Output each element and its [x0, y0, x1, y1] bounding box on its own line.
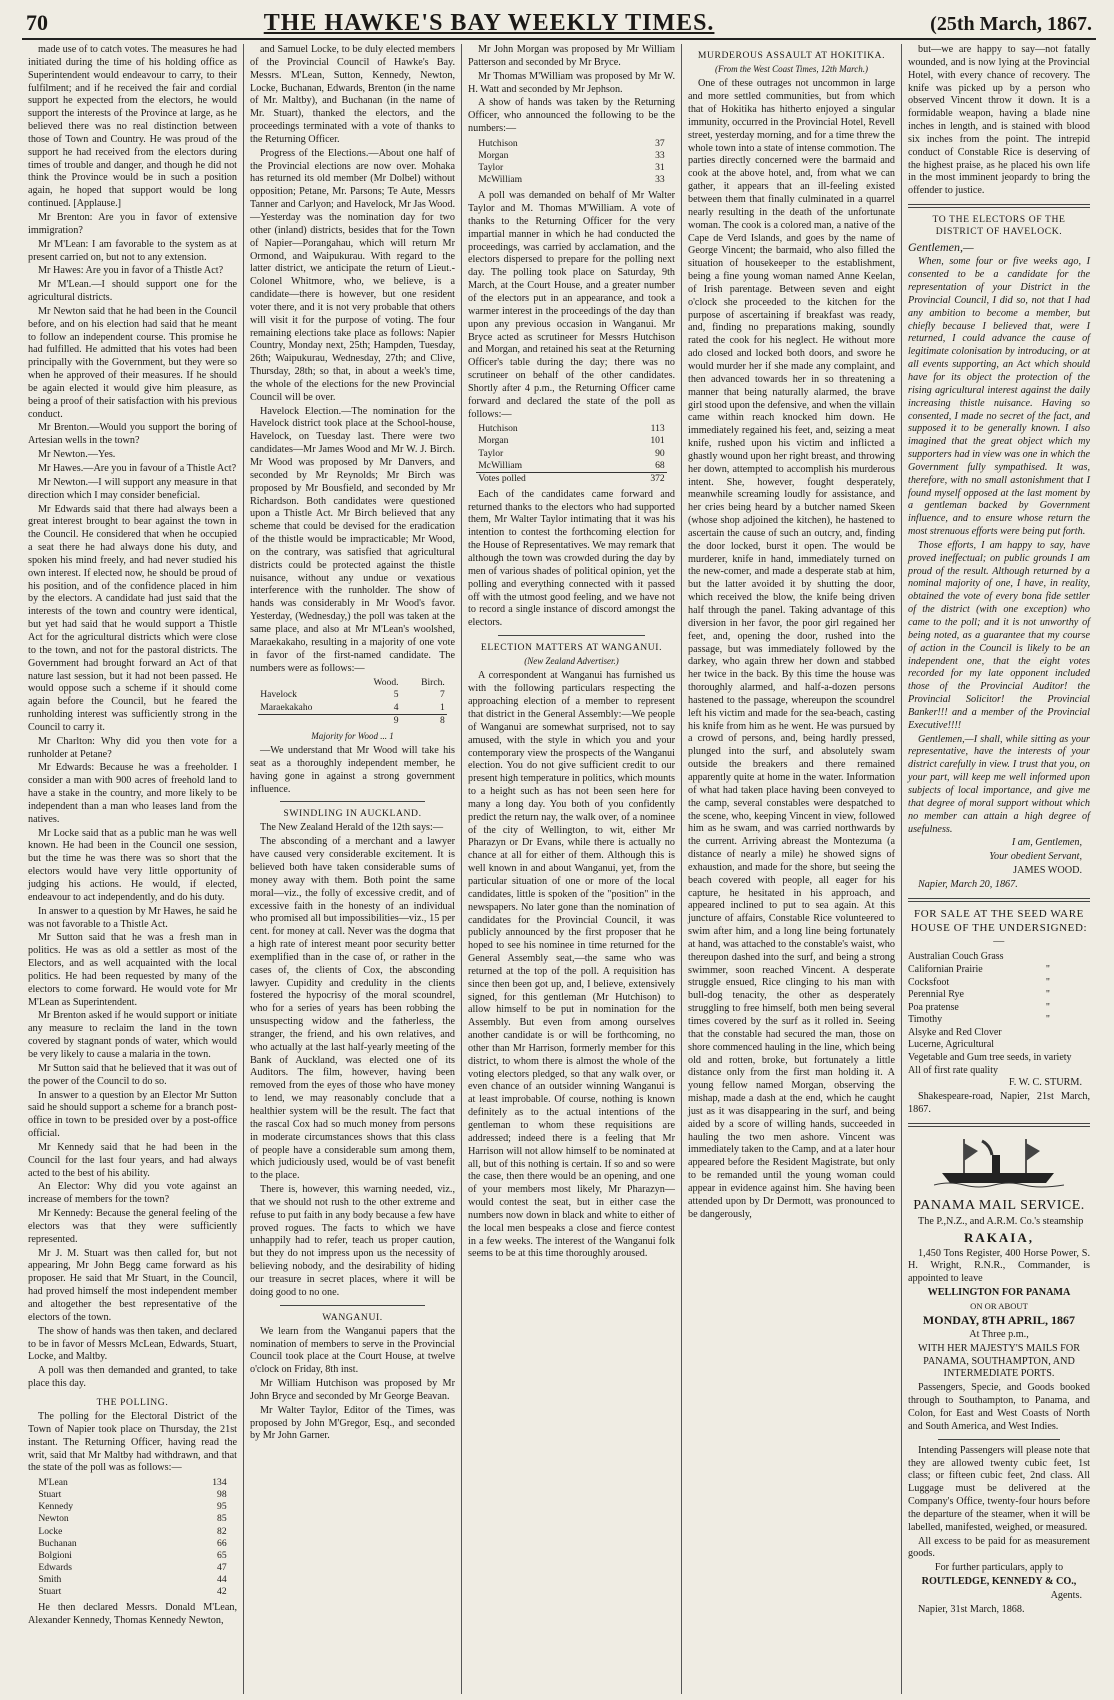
agents-name: ROUTLEDGE, KENNEDY & CO.,: [921, 1576, 1077, 1588]
seed-item: Alsyke and Red Clover: [908, 1026, 1002, 1038]
newspaper-title: THE HAWKE'S BAY WEEKLY TIMES.: [263, 10, 715, 36]
wood-column-header: Wood.: [373, 677, 399, 689]
columns: [22, 44, 1096, 1694]
table-row: Stuart 42: [38, 1585, 227, 1597]
table-row: Hutchison 113: [478, 423, 665, 435]
table-row: Maraekakaho 4 1: [260, 701, 445, 713]
ad-date: Napier, 31st March, 1868.: [918, 1603, 1025, 1615]
paragraph: Mr M'Lean: I am favorable to the system as at present carried on, but not to any extension.: [28, 238, 237, 263]
seed-item: Californian Prairie ": [908, 963, 1050, 975]
paragraph: Mr Kennedy: Because the general feeling of the electors was that they were sufficiently represented.: [28, 1208, 237, 1245]
birch-column-header: Birch.: [421, 677, 445, 689]
divider: [280, 1305, 425, 1306]
divider: [938, 1439, 1060, 1440]
paragraph: Mr Locke said that as a public man he was well known. He had been in the Council one session, but the time he was there was so short that the electors would have very little opportunity of judging his actions. He would, if elected, endeavour to act independently, and do his duty.: [28, 827, 237, 903]
paragraph: Mr Brenton asked if he would support or initiate any measure to reclaim the land in the town covered by stagnant ponds of water, which would be very likely to cause a malaria in the town.: [28, 1010, 237, 1060]
paragraph: One of these outrages not uncommon in large and more settled communities, but from which that of Hokitika has hitherto enjoyed a singular immunity, occurred in the Provincial Hotel, Revell street, yesterday morning, and for a time threw the whole town into a state of intense commotion. The parties directly concerned were the barmaid and cook at the above hotel, and, from what we can gather, it appears that an ill-feeling existed between them that finally culminated in a quarrel nearly resulting in the death of the unfortunate woman. The cook is a colored man, a native of the Cape de Verd Islands, and goes by the name of George Vincent; the barmaid, who also filled the situation of housekeeper to the establishment, being a fine young woman named Anne Keelan, of Irish parentage. Between seven and eight o'clock she proceeded to the kitchen for the purpose of ascertaining if breakfast was ready, and, finding no preparations making, soundly rated the cook for his neglect. He without more ado closed and locked both doors, and swore he would murder her if she made any complaint, and then advanced towards her in so threatening a manner that being naturally alarmed, the brave girl stood upon the defensive, and when the villain came within reach knocked him down. He immediately regained his feet, and, seizing a meat knife, rushed upon his victim and inflicted a ghastly wound upon her right breast, and throwing her down, attempted to accomplish his murderous intent. She, however, fought desperately, meanwhile screaming loudly for assistance, and her cries being heard by a butcher named Skeen (whose shop adjoined the kitchen), he hastened to ascertain the cause of such an outcry, and, finding the door locked, burst it open. The would be murderer, knife in hand, immediately turned on the new-comer, and made a desperate stab at him, but the latter avoided it by shutting the door, which received the blow, the knife being driven half through the panel. Taking advantage of this diversion in her favor, the poor girl regained her feet, and, opening the door, rushed into the passage, but was immediately followed by the darkey, who again threw her down and stabbed her twice in the back. By this time the house was thoroughly alarmed, and half-a-dozen persons hastened to the passage, whereupon the scoundrel left his victim and made for the sea-beach, casting his knife from him as he went. He was pursued by a crowd of persons, and, being hardly pressed, plunged into the surf, and absolutely swam outside the breakers and there remained apparently quite at home in the water. Information of what had taken place having been conveyed to the camp, several constables were despatched to the scene, who, keeping Vincent in view, followed him as he swam, and was carried northwards by the current. Arriving abreast the Montezuma (a distance of nearly a mile) he showed signs of exhaustion, and made for the shore, but seeing the beach covered with people, all eager for his capture, he hesitated in his approach, and appeared inclined to put to sea again. At this juncture of affairs, Constable Rice volunteered to swim after him, and a long line being fortunately at hand, was attached to the constable's waist, who thereupon dashed into the surf, and being a strong swimmer, soon reached Vincent. A desperate struggle ensued, Rice clinging to his man with bull-dog tenacity, the other as desperately struggling to free himself, both men being several times covered by the surf as it rolled in. Seeing that the constable had secured the man, those on shore commenced hauling in the line, which being old and rotten, broke, but fortunately a little distance only from the first man holding it. A young fellow named Morgan, observing the mishap, made a dash at the end, which he caught just as it was disappearing in the surf, and being aided by a score of willing hands, succeeded in hauling the two men ashore. Vincent was immediately taken to the Camp, and at a later hour appeared before the Resident Magistrate, but only to be remanded until the young woman could appear in evidence against him. She having been attended upon by Dr Dermott, was pronounced to be dangerously,: [688, 78, 895, 1220]
paragraph: A show of hands was taken by the Returning Officer, who announced the following to be the numbers:—: [468, 97, 675, 135]
election-matters-article: [468, 670, 675, 1261]
letter-closing: I am, Gentlemen,: [1011, 837, 1082, 849]
paragraph: Mr Edwards said that there had always been a great interest brought to bear against the town in the Council. He considered that when he occupied a seat there he had always done his duty, and spoken his mind freely, and had never studied his own interest. If elected now, he should be proud of his position, and of the confidence placed in him by the electors. A candidate had just said that the interests of the town and country were identical, but yet had said that he would support a Thistle Act for the agricultural districts which were close to the town, and not for the pastoral districts. The Government had brought forward an Act of that nature last session, but it had not been passed. He would oppose such a scheme if it should come again before the Council, but he feared the runholding interest was sufficiently strong in the Council to carry it.: [28, 503, 237, 733]
agents-label: Agents.: [1050, 1589, 1082, 1601]
table-row: Morgan 101: [478, 435, 665, 447]
table-row: Stuart 98: [38, 1489, 227, 1501]
sail-time: At Three p.m.,: [969, 1328, 1029, 1340]
majority-line: Majority for Wood ... 1: [311, 730, 394, 741]
ship-name: RAKAIA,: [964, 1230, 1034, 1246]
letter-signer: JAMES WOOD.: [1013, 865, 1082, 877]
paragraph: In answer to a question by Mr Hawes, he said he was not favorable to a Thistle Act.: [28, 905, 237, 930]
swindling-article: [250, 822, 455, 1299]
progress-elections-paragraph: Progress of the Elections.—About one half of the Provincial elections are now over. Mohaka has returned its old member (Mr Dolbel) without opposition; Petane, Mr. Parsons; Te Aute, Messrs Tanner and Carlyon; and Havelock, Mr Jas Wood.—Yesterday was the nomination day for two other (inland) districts, besides that for the Town of Napier—Porangahau, which will return Mr Ormond, and Waipukurau. With regard to the latter district, we anticipate the return of Lieut.-Colonel Whitmore, who, we believe, is a candidate—there is however, but one resident voter there, and it is not very probable that others will visit it for the purpose of voting. The four remaining elections take place as follows: Napier Country, Monday next, 25th; Hampden, Tuesday, 26th; Waipukurau, Wednesday, 27th; and Clive, Thursday, 28th; so that, in about a week's time, the whole of the elections for the new Provincial Council will be over.: [250, 147, 455, 403]
paragraph: Those efforts, I am happy to say, have proved ineffectual; on public grounds I am proud of the result. Although returned by a nominal majority of one, I have, in reality, obtained the vote of every bona fide settler of the district (with one exception) who came to the poll; and it is not unworthy of being noted, as a guarantee that my course of action in the Council is likely to be an independent one, that the eight votes recorded for my late opponent included those of the Provincial Auditor! the Provincial Solicitor! the Provincial Banker!!! and a member of the Provincial Executive!!!!: [908, 539, 1090, 731]
paragraph: There is, however, this warning needed, viz., that we should not rush to the other extreme and refuse to put faith in any body because a few have proved rogues. The facts to which we have unhappily had to refer, teach us proper caution, but they do not impress upon us the necessity of believing nobody, and the desirability of hiding our treasure in secret places, where it will be doing good to no one.: [250, 1184, 455, 1298]
paragraph: Mr Brenton.—Would you support the boring of Artesian wells in the town?: [28, 422, 237, 447]
apply-line: For further particulars, apply to: [934, 1562, 1064, 1574]
paragraph: The show of hands was then taken, and declared to be in favor of Messrs McLean, Edwards, Stuart, Locke, and Maltby.: [28, 1325, 237, 1363]
seed-item: Poa pratense ": [908, 1001, 1050, 1013]
table-row: Taylor 90: [478, 447, 665, 459]
divider: [908, 1123, 1090, 1127]
table-row: Newton 85: [38, 1513, 227, 1525]
paragraph: Mr Hawes.—Are you in favour of a Thistle Act?: [38, 463, 237, 474]
seed-item: Lucerne, Agricultural: [908, 1039, 995, 1051]
divider: [908, 898, 1090, 902]
paragraph: In answer to a question by an Elector Mr Sutton said he should support a scheme for a branch post-office in town to be presided over by a post-office official.: [28, 1089, 237, 1140]
paragraph: Mr Charlton: Why did you then vote for a runholder at Petane?: [28, 735, 237, 760]
seed-item: Timothy ": [908, 1014, 1050, 1026]
letter-body: [908, 256, 1090, 836]
swindling-heading: SWINDLING IN AUCKLAND.: [283, 808, 422, 820]
paragraph: Mr Sutton said that he was a fresh man in politics. He was as old a settler as most of the Electors, and as well acquainted with the local politics. He had been requested by many of the electors to come forward. He would vote for Mr M'Lean as Superintendent.: [28, 932, 237, 1008]
nomination-report: [28, 44, 237, 1391]
candidates-thanks-paragraph: Each of the candidates came forward and returned thanks to the electors who had supported them, Mr Walter Taylor intimating that it was his intention to contest the forthcoming election for the House of Representatives. We may remark that although the town was crowded during the day by men of various shades of political opinion, yet the polling and everything connected with it passed off with the utmost good feeling, and we have not to record a single instance of discord amongst the electors.: [468, 488, 675, 629]
divider: [280, 801, 425, 802]
paragraph: Mr J. M. Stuart was then called for, but not appearing, Mr John Begg came forward as his proposer. He said that Mr Stuart, in the Council, had proved himself the most independent member and altogether the best representative of the electors of the town.: [28, 1247, 237, 1323]
seed-item: Perennial Rye ": [908, 989, 1050, 1001]
wanganui-poll-table: [476, 423, 666, 484]
steamship-icon: [934, 1133, 1064, 1191]
seed-item: Vegetable and Gum tree seeds, in variety: [908, 1052, 1072, 1064]
election-matters-heading: ELECTION MATTERS AT WANGANUI.: [480, 642, 663, 654]
column-4: [682, 44, 902, 1694]
paragraph: Mr John Morgan was proposed by Mr William Patterson and seconded by Mr Bryce.: [468, 44, 675, 68]
luggage-notice: Intending Passengers will please note that they are allowed twenty cubic feet, 1st class; or fifteen cubic feet, 2nd class. All Luggage must be delivered at the Company's Office, twenty-four hours before the departure of the steamer, when it will be labelled, manifested, weighed, or measured.: [908, 1444, 1090, 1533]
paragraph: A correspondent at Wanganui has furnished us with the following particulars respecting the approaching election of a member to represent that district in the General Assembly:—We people of Wanganui are somewhat surprised, not to say amused, with the style in which you and your contemporary view the prospects of the Wanganui election. You do not give sufficient credit to our present high temperature in politics, which mounts to a height such as has not been seen here for many a long day. You both of you confidently predict the return nay, the walk over, of a nominee of the city of Wellington, to wit, either Mr Pharazyn or Dr Evans, while there is actually no chance at all for either of them. Although this is well known in and about Wanganui, yet, from the particular situation of one or more of the local candidates, little is spoken of the "position" in the newspapers. No later gone than the nomination of candidates for the Provincial Council, it was publicly announced by the first proposer that he hoped to see his nominee in time returned for the General Assembly seat,—the same who was returned at the top of the poll. A requisition has since then been got up, and, I believe, extensively signed, for this gentleman (Mr Hutchison) to allow himself to be put in nomination for the Assembly. But even from among ourselves another candidate is or will be forthcoming, no other than Mr Harrison, formerly member for this district, to whom there is almost the whole of the voting electors pledged, so that any walk over, or even chance of an outsider winning Wanganui is at least improbable. Of course, nothing is known definitely as to the actual intentions of the gentleman to whom these requisitions are addressed; indeed there is a feeling that Mr Harrison will not allow himself to be nominated at all, but of this nothing is certain. If so and so were the case, then there would be an opening, and one of your members most likely, Mr Pharazyn—would contest the seat, but in either case the numbers now down in black and white to either of the local men bespeaks a close and fierce contest in a few weeks. The interest of the Wanganui folk seems to be at this time thoroughly aroused.: [468, 670, 675, 1260]
table-row: Buchanan 66: [38, 1537, 227, 1549]
table-row: M'Lean 134: [38, 1477, 227, 1489]
paragraph: Mr Hawes: Are you in favor of a Thistle Act?: [38, 265, 224, 277]
paragraph: We learn from the Wanganui papers that the nomination of members to serve in the Provincial Council took place at the Court House, at twelve o'clock on Friday, 8th inst.: [250, 1325, 455, 1376]
seed-item: Australian Couch Grass: [908, 951, 1004, 963]
column-5: [902, 44, 1096, 1694]
wanganui-polling-paragraph: A poll was demanded on behalf of Mr Walter Taylor and M. Thomas M'William. A vote of thanks to the Returning Officer for the very impartial manner in which he had conducted the proceedings, was carried by acclamation, and the electors dispersed to prepare for the polling next day. The polling took place on Saturday, 9th March, at the Court House, and a greater number of the electors put in an appearance, and took a warmer interest in the proceedings of the day than upon any previous occasion in Wanganui. Mr Bryce acted as scrutineer for Messrs Hutchison and Morgan, and retained his seat at the Returning Officer's table during the day; there was no scrutineer on behalf of the other candidates. Shortly after 4 p.m., the Returning Officer came forward and declared the state of the poll as follows:—: [468, 190, 675, 420]
paragraph: Mr Kennedy said that he had been in the Council for the last four years, and had always acted to the best of his ability.: [28, 1141, 237, 1179]
divider: [498, 635, 645, 636]
independent-member-paragraph: —We understand that Mr Wood will take his seat as a thoroughly independent member, he having gone in against a strong government influence.: [250, 744, 455, 795]
paragraph: made use of to catch votes. The measures he had initiated during the time of his holding office as Superintendent would endeavour to carry, to their fulfilment; and if he received the fair and cordial support he expected from the electors, he would support the interests of the Province at large, as he believed there was no real distinction between those of Town and Country. He was proud of the support he had received from the electors during times of trouble and danger, and though he did not think the Province would be in such a position again, he hoped that support would be long continued. [Applause.]: [28, 44, 237, 210]
sail-date: MONDAY, 8TH APRIL, 1867: [922, 1312, 1076, 1327]
issue-date: (25th March, 1867.: [930, 13, 1092, 35]
paragraph: The absconding of a merchant and a lawyer have caused very considerable excitement. It is believed both have taken considerable sums of money away with them. Both point the same moral—viz., the folly of excessive credit, and of excessive faith in the honesty of an individual who promised all but impossibilities—viz., 15 per cent. for money at call. Never was the dogma that a high rate of interest meant poor security better exemplified than in the case of, or rather in the cases of, the clients of Cox, the absconding lawyer. Cupidity and credulity in the clients fostered the hypocrisy of the moral scoundrel, who for a series of years has been robbing the unsuspecting widow and the fatherless, the stranger, the friend, and his own relatives, and who actually at the last half-yearly meeting of the Bank of Auckland, was elected one of its Auditors. The film, however, having been removed from the eyes of those who have money to lend, we may reasonably conclude that a healthier system will be the result. The fact that the rascal Cox had so much money from persons in moderate circumstances shows that this class of people have a considerable sum among them, which judiciously used, would be of vast benefit to the place.: [250, 836, 455, 1182]
panama-intro: The P.,N.Z., and A.R.M. Co.'s steamship: [918, 1216, 1084, 1228]
wanganui-heading: WANGANUI.: [322, 1311, 383, 1323]
letter-closing-2: Your obedient Servant,: [989, 851, 1082, 863]
paragraph: Mr Edwards: Because he was a freeholder. I consider a man with 900 acres of freehold land to have a stake in the country, and more likely to be independent than a man who leases land from the natives.: [28, 762, 237, 825]
napier-poll-table: [36, 1477, 228, 1598]
paragraph: An Elector: Why did you vote against an increase of members for the town?: [28, 1181, 237, 1206]
seed-ad-address: Shakespeare-road, Napier, 21st March, 1867.: [908, 1091, 1090, 1115]
hokitika-assault-article: [688, 78, 895, 1221]
seed-item: All of first rate quality: [908, 1064, 998, 1076]
excess-notice: All excess to be paid for as measurement goods.: [908, 1535, 1090, 1560]
table-row: Morgan 33: [478, 149, 665, 161]
table-row: Bolgioni 65: [38, 1549, 227, 1561]
column-1: [22, 44, 244, 1694]
page-number: 70: [26, 10, 48, 35]
panama-ad-heading: PANAMA MAIL SERVICE.: [913, 1197, 1085, 1213]
masthead: [22, 10, 1096, 40]
paragraph: Mr Sutton said that he believed that it was out of the power of the Council to do so.: [28, 1062, 237, 1087]
seed-item: Cocksfoot ": [908, 976, 1050, 988]
ship-specs: 1,450 Tons Register, 400 Horse Power, S. H. Wright, R.N.R., Commander, is appointed to leave: [908, 1247, 1090, 1285]
paragraph: When, some four or five weeks ago, I consented to be a candidate for the representation of your District in the Provincial Council, I did so, not that I had any ambition to become a member, but chiefly because I believed that, were I returned, I could advance the cause of legitimate colonisation by introducing, or at all events supporting, an Act which should have for its object the protection of the rising agricultural interest against the daily increasing thistle nuisance. Having so consented, I made no secret of the fact, and supposed it to be generally known. I also imagined that the great object which my supporters had in view was one in which the Government fully sympathised. It was, therefore, with no small astonishment that I found myself opposed at the last moment by a gentleman backed by Government influence, and to ensure whose return the most strenuous efforts were being put forth.: [908, 256, 1090, 538]
mails-line: WITH HER MAJESTY'S MAILS FOR PANAMA, SOUTHAMPTON, AND INTERMEDIATE PORTS.: [917, 1342, 1080, 1380]
paragraph: The New Zealand Herald of the 12th says:—: [260, 822, 444, 834]
havelock-election-paragraph: Havelock Election.—The nomination for the Havelock district took place at the School-house, Havelock, on Tuesday last. There were two candidates—Mr James Wood and Mr W. J. Birch. Mr Wood was proposed by Mr Danvers, and seconded by Mr Reynolds; Mr Birch was proposed by Mr Bousfield, and seconded by Mr Richardson. Both candidates were questioned upon a Thistle Act. Mr Birch believed that any scheme that could be devised for the eradication of the thistle would be impracticable; Mr Wood, on the contrary, was satisfied that agricultural districts could be protected against the thistle nuisance, without any undue or vexatious interference with the runholder. The show of hands was considerably in Mr Wood's favor. Yesterday, (Wednesday,) the poll was taken at the same place, and also at Mr M'Lean's woolshed, Maraekakaho, resulting in a majority of one vote in favor of the first-named candidate. The numbers were as follows:—: [250, 405, 455, 674]
wanganui-article: [250, 1326, 455, 1444]
show-of-hands-table: [476, 138, 666, 186]
paragraph: Mr Thomas M'William was proposed by Mr W. H. Watt and seconded by Mr Jephson.: [468, 70, 675, 95]
letter-date: Napier, March 20, 1867.: [918, 878, 1018, 890]
hokitika-assault-source: (From the West Coast Times, 12th March.): [715, 64, 868, 75]
hokitika-assault-heading: MURDEROUS ASSAULT AT HOKITIKA.: [697, 50, 886, 61]
route: WELLINGTON FOR PANAMA: [927, 1287, 1071, 1299]
table-row: McWilliam 68: [478, 459, 665, 471]
table-total-row: Votes polled 372: [478, 472, 665, 484]
divider: [908, 204, 1090, 208]
declaration-continued: and Samuel Locke, to be duly elected members of the Provincial Council of Hawke's Bay. Messrs. M'Lean, Sutton, Kennedy, Newton, Locke, Buchanan, Edwards, Brenton (in the name of Mr. Maltby), and Buchanan (in the name of Mr. Stuart), thanked the electors, and the proceedings terminated with a vote of thanks to the Returning Officer.: [250, 44, 455, 145]
electors-letter: [908, 240, 1090, 891]
table-row: McWilliam 33: [478, 174, 665, 186]
table-total-row: 9 8: [258, 714, 447, 727]
column-3: [462, 44, 682, 1694]
election-matters-source: (New Zealand Advertiser.): [524, 656, 619, 667]
declaration-paragraph: He then declared Messrs. Donald M'Lean, Alexander Kennedy, Thomas Kennedy Newton,: [28, 1601, 237, 1626]
table-row: Taylor 31: [478, 162, 665, 174]
seed-ad-signer: F. W. C. STURM.: [1008, 1077, 1082, 1089]
paragraph: Mr M'Lean.—I should support one for the agricultural districts.: [28, 279, 237, 304]
seed-list: [908, 951, 1090, 1077]
paragraph: Mr Brenton: Are you in favor of extensive immigration?: [28, 211, 237, 236]
polling-paragraph: The polling for the Electoral District of the Town of Napier took place on Thursday, the 21st instant. The Returning Officer, having read the writ, said that Mr Maltby had withdrawn, and that the state of the poll was as follows:—: [28, 1410, 237, 1474]
electors-letter-heading: TO THE ELECTORS OF THE DISTRICT OF HAVELOCK.: [932, 214, 1066, 238]
paragraph: A poll was then demanded and granted, to take place this day.: [28, 1365, 237, 1390]
table-row: Edwards 47: [38, 1561, 227, 1573]
polling-heading: THE POLLING.: [96, 1396, 169, 1408]
table-row: Havelock 5 7: [260, 689, 445, 701]
passengers-paragraph: Passengers, Specie, and Goods booked through to Southampton, to Panama, and Colon, for East and West Coasts of North and South America, and West Indies.: [908, 1382, 1090, 1432]
seed-ad-heading: FOR SALE AT THE SEED WARE HOUSE OF THE UNDERSIGNED:—: [910, 907, 1088, 948]
table-row: Kennedy 95: [38, 1501, 227, 1513]
table-row: Hutchison 37: [478, 137, 665, 149]
column-2: [244, 44, 462, 1694]
havelock-poll-table: [258, 677, 447, 726]
letter-salutation: Gentlemen,—: [908, 240, 974, 255]
paragraph: Mr Walter Taylor, Editor of the Times, was proposed by John M'Gregor, Esq., and seconded by Mr John Garner.: [250, 1404, 455, 1442]
table-row: Locke 82: [38, 1525, 227, 1537]
on-or-about: ON OR ABOUT: [970, 1301, 1028, 1311]
paragraph: Mr Newton.—I will support any measure in that direction which I may consider beneficial.: [28, 476, 237, 501]
paragraph: Mr Newton said that he had been in the Council before, and on his election had said that he meant to follow an independent course. This promise he had fulfilled. He admitted that his votes had been principally with the Government, but they were so when he approved of their measures. If he should be again elected it would give him pleasure, as being a proof of their satisfaction with his previous conduct.: [28, 305, 237, 420]
assault-continued: but—we are happy to say—not fatally wounded, and is now lying at the Provincial Hotel, with every chance of recovery. The knife was picked up by a person who observed Vincent throw it down. It is a formidable weapon, having a blade nine inches in length, and is stained with blood six inches from the point. The intrepid conduct of Constable Rice is deserving of the highest praise, as he placed his own life in the most imminent jeopardy to bring the offender to justice.: [908, 44, 1090, 197]
table-row: Smith 44: [38, 1573, 227, 1585]
paragraph: Gentlemen,—I shall, while sitting as your representative, have the interests of your district carefully in view. I trust that you, on your part, will keep me well informed upon subjects of local importance, and give me that degree of moral support without which no member can attain a high degree of usefulness.: [908, 733, 1090, 835]
paragraph: Mr Newton.—Yes.: [38, 449, 116, 461]
paragraph: Mr William Hutchison was proposed by Mr John Bryce and seconded by Mr George Beavan.: [250, 1378, 455, 1402]
wanganui-nominations: [468, 44, 675, 136]
